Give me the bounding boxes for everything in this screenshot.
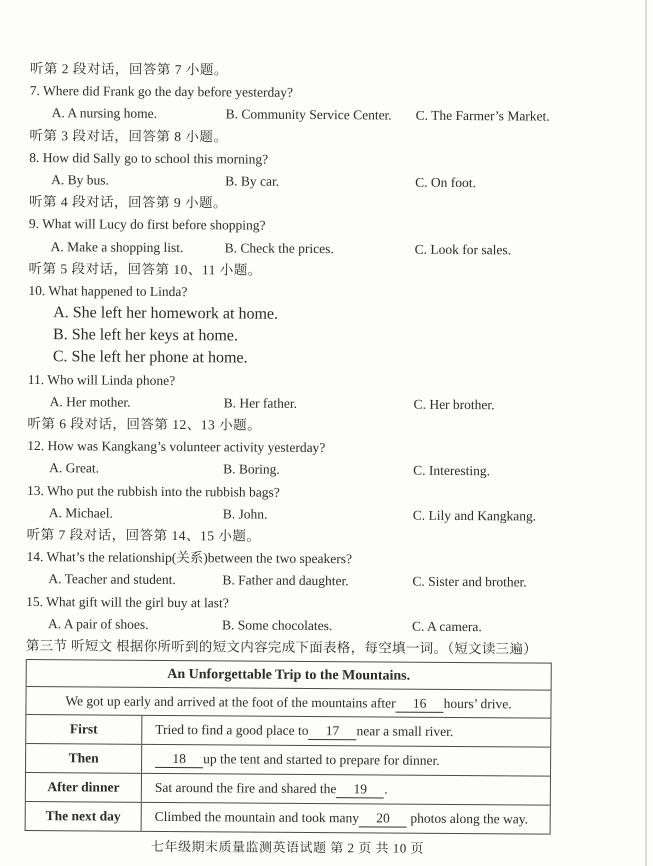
option-a: A. Make a shopping list.	[50, 238, 184, 255]
blank-16: 16	[396, 696, 444, 713]
option-b: B. She left her keys at home.	[53, 326, 238, 345]
blank-17: 17	[308, 723, 356, 740]
cell-post: .	[384, 781, 388, 797]
question-8-text: 8. How did Sally go to school this morning?	[29, 149, 269, 167]
option-c: C. Sister and brother.	[412, 573, 527, 590]
option-b: B. Her father.	[223, 395, 298, 411]
blank-18: 18	[155, 751, 203, 768]
question-14-text: 14. What’s the relationship(关系)between the two speakers?	[26, 549, 353, 567]
option-c: C. Lily and Kangkang.	[412, 507, 537, 524]
question-12-text: 12. How was Kangkang’s volunteer activity yesterday?	[27, 438, 326, 456]
option-a: A. Michael.	[48, 504, 113, 521]
option-c: C. She left her phone at home.	[52, 348, 248, 367]
summary-table	[25, 659, 552, 835]
option-c: C. A camera.	[411, 618, 482, 634]
option-b: B. John.	[222, 506, 268, 522]
page-content	[24, 58, 630, 861]
option-c: C. Interesting.	[413, 463, 491, 479]
table-row-then	[26, 744, 550, 777]
option-b: B. Community Service Center.	[225, 106, 392, 123]
table-row-next-day	[26, 802, 550, 834]
question-15-text: 15. What gift will the girl buy at last?	[26, 593, 229, 610]
option-c: C. Her brother.	[413, 396, 495, 413]
table-intro-row	[26, 687, 550, 719]
option-b: B. Check the prices.	[224, 239, 334, 256]
option-b: B. Some chocolates.	[221, 617, 333, 633]
option-b: B. By car.	[225, 173, 280, 189]
question-13-text: 13. Who put the rubbish into the rubbish bags?	[26, 482, 280, 500]
intro-pre: We got up early and arrived at the foot of the mountains after	[65, 693, 396, 711]
question-7-text: 7. Where did Frank go the day before yesterday?	[29, 83, 294, 101]
option-c: C. Look for sales.	[414, 241, 512, 257]
row-label: Then	[26, 744, 142, 773]
option-b: B. Father and daughter.	[222, 572, 349, 589]
page-footer: 七年级期末质量监测英语试题 第 2 页 共 10 页	[150, 838, 425, 856]
row-label: The next day	[26, 802, 142, 831]
row-content	[142, 803, 550, 834]
listening-instruction-5: 听第 5 段对话，回答第 10、11 小题。	[28, 260, 262, 278]
table-row-first	[26, 715, 550, 748]
blank-20: 20	[359, 810, 407, 827]
option-b: B. Boring.	[223, 461, 280, 478]
listening-instruction-3: 听第 3 段对话，回答第 8 小题。	[29, 127, 228, 144]
question-10-text: 10. What happened to Linda?	[28, 282, 188, 299]
listening-instruction-7: 听第 7 段对话，回答第 14、15 小题。	[26, 526, 261, 544]
listening-instruction-2: 听第 2 段对话，回答第 7 小题。	[29, 60, 228, 78]
cell-pre: Climbed the mountain and took many	[154, 808, 360, 826]
row-label: After dinner	[26, 773, 142, 802]
question-11-text: 11. Who will Linda phone?	[27, 371, 176, 388]
row-content	[142, 745, 550, 776]
listening-instruction-4: 听第 4 段对话，回答第 9 小题。	[28, 194, 228, 211]
table-row-after-dinner	[26, 773, 550, 806]
cell-post: near a small river.	[356, 723, 454, 740]
question-10-options	[28, 302, 628, 373]
option-c: C. On foot.	[415, 174, 476, 191]
option-a: A. She left her homework at home.	[53, 304, 279, 323]
cell-post: up the tent and started to prepare for dinner.	[203, 751, 440, 768]
option-a: A. Her mother.	[49, 393, 131, 410]
option-a: A. A nursing home.	[51, 105, 158, 122]
listening-instruction-6: 听第 6 段对话，回答第 12、13 小题。	[27, 415, 262, 433]
row-label: First	[26, 715, 142, 744]
option-a: A. Teacher and student.	[48, 571, 176, 588]
option-a: A. Great.	[49, 460, 100, 476]
question-9-text: 9. What will Lucy do first before shopping?	[28, 216, 266, 233]
section-3-heading: 第三节 听短文 根据你所听到的短文内容完成下面表格，每空填一词。（短文读三遍）	[25, 637, 538, 657]
blank-19: 19	[336, 781, 384, 798]
option-c: C. The Farmer’s Market.	[415, 108, 550, 125]
table-title: An Unforgettable Trip to the Mountains.	[27, 660, 551, 691]
intro-post: hours’ drive.	[443, 695, 512, 712]
option-a: A. By bus.	[51, 172, 109, 188]
row-content	[142, 716, 550, 747]
cell-post: photos along the way.	[407, 810, 529, 827]
option-a: A. A pair of shoes.	[48, 615, 149, 632]
scan-edge-line	[645, 0, 647, 866]
row-content	[142, 774, 550, 805]
cell-pre: Tried to find a good place to	[155, 721, 309, 739]
cell-pre: Sat around the fire and shared the	[154, 779, 337, 797]
